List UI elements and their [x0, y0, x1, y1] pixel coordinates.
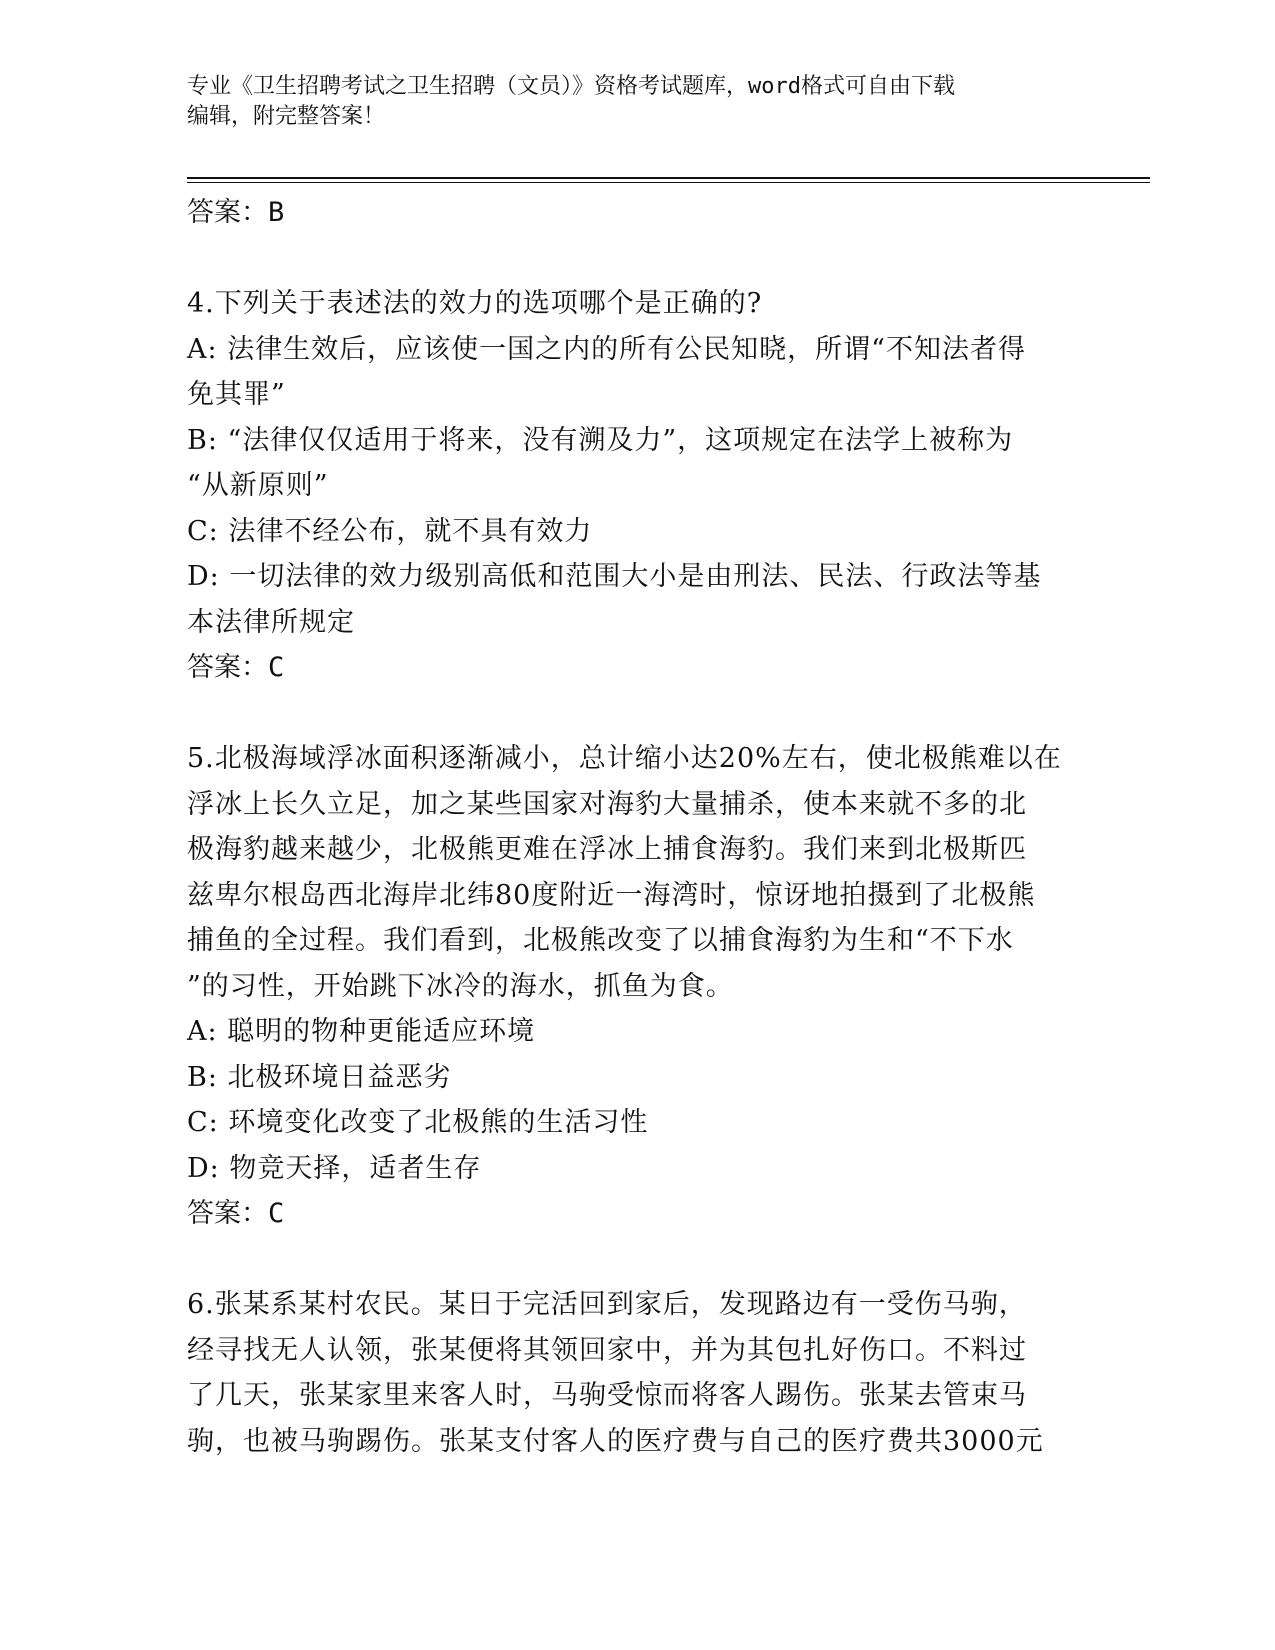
question-stem-line: 驹，也被马驹踢伤。张某支付客人的医疗费与自己的医疗费共3000元 — [187, 1425, 1044, 1457]
spacer — [187, 1237, 1077, 1283]
option-b: B: 北极环境日益恶劣 — [187, 1061, 452, 1093]
question-stem-line: 了几天，张某家里来客人时，马驹受惊而将客人踢伤。张某去管束马 — [187, 1380, 1027, 1411]
option-a: A: 聪明的物种更能适应环境 — [187, 1016, 536, 1047]
option-b-cont: “从新原则” — [187, 470, 329, 501]
option-d: D: 物竞天择，适者生存 — [187, 1152, 482, 1184]
spacer — [187, 236, 1077, 282]
question-5 — [187, 736, 1077, 1237]
question-stem-line: ”的习性，开始跳下冰冷的海水，抓鱼为食。 — [187, 970, 734, 1002]
option-c: C: 法律不经公布，就不具有效力 — [187, 515, 593, 547]
question-stem-line: 浮冰上长久立足，加之某些国家对海豹大量捕杀，使本来就不多的北 — [187, 788, 1027, 820]
option-d-cont: 本法律所规定 — [187, 606, 355, 638]
question-4 — [187, 281, 1077, 691]
option-d: D: 一切法律的效力级别高低和范围大小是由刑法、民法、行政法等基 — [187, 561, 1042, 592]
question-stem-line: 5.北极海域浮冰面积逐渐减小，总计缩小达20%左右，使北极熊难以在 — [187, 743, 1062, 774]
answer: 答案：C — [187, 1198, 285, 1229]
header-line-2: 编辑，附完整答案！ — [187, 104, 386, 129]
header-rule-thick — [187, 177, 1150, 179]
question-stem-line: 捕鱼的全过程。我们看到，北极熊改变了以捕食海豹为生和“不下水 — [187, 925, 1014, 956]
header-line-1: 专业《卫生招聘考试之卫生招聘（文员）》资格考试题库，word格式可自由下载 — [187, 74, 955, 99]
answer: 答案：C — [187, 652, 285, 683]
question-stem-line: 经寻找无人认领，张某便将其领回家中，并为其包扎好伤口。不料过 — [187, 1334, 1027, 1366]
question-stem-line: 兹卑尔根岛西北海岸北纬80度附近一海湾时，惊讶地拍摄到了北极熊 — [187, 879, 1036, 911]
question-6 — [187, 1282, 1077, 1464]
question-stem-line: 极海豹越来越少，北极熊更难在浮冰上捕食海豹。我们来到北极斯匹 — [187, 834, 1027, 865]
previous-answer: 答案：B — [187, 197, 285, 228]
option-a-cont: 免其罪” — [187, 379, 286, 410]
spacer — [187, 691, 1077, 737]
option-c: C: 环境变化改变了北极熊的生活习性 — [187, 1107, 649, 1138]
option-b: B: “法律仅仅适用于将来，没有溯及力”，这项规定在法学上被称为 — [187, 424, 1014, 456]
question-stem: 4.下列关于表述法的效力的选项哪个是正确的? — [187, 288, 763, 319]
question-stem-line: 6.张某系某村农民。某日于完活回到家后，发现路边有一受伤马驹， — [187, 1289, 1027, 1320]
header-rule-thin — [187, 182, 1150, 183]
option-a: A: 法律生效后，应该使一国之内的所有公民知晓，所谓“不知法者得 — [187, 333, 1026, 365]
document-body — [187, 190, 1077, 1464]
document-header — [187, 72, 1067, 132]
